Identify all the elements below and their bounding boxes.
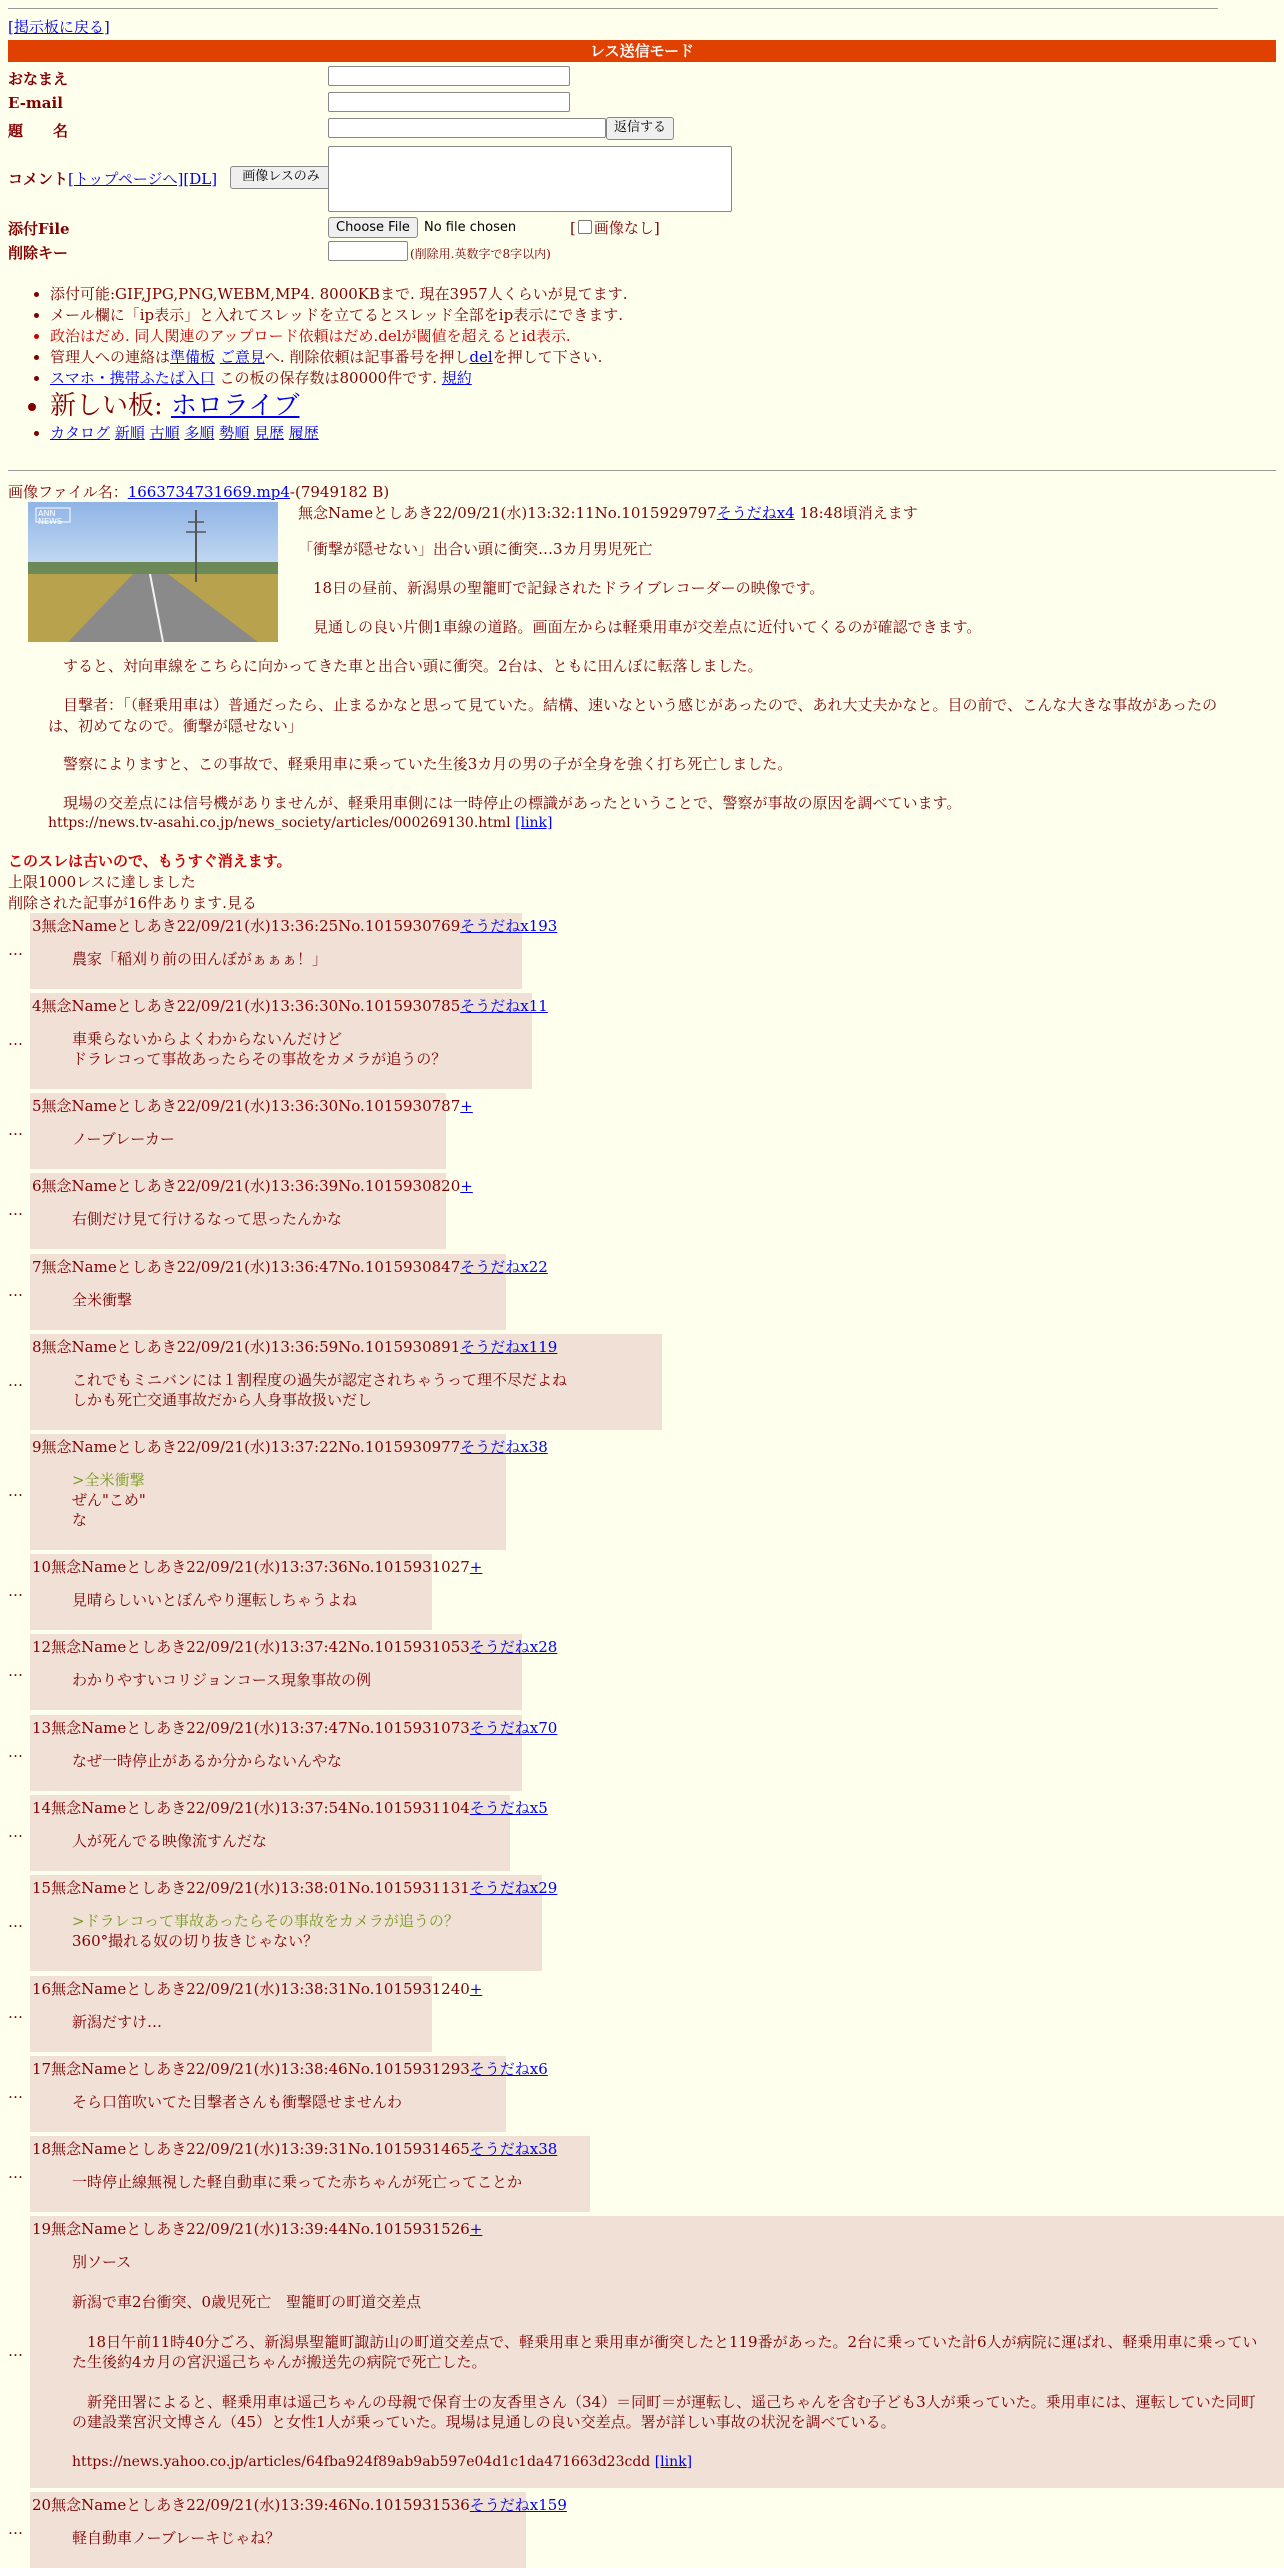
comment-label-group: [8, 168, 217, 189]
note-contact: [50, 347, 1250, 368]
reply-box: [30, 1875, 558, 1971]
top-rule: [8, 8, 1218, 9]
reply-box: [30, 993, 548, 1089]
sodane-link[interactable]: そうだねx159: [469, 2496, 567, 2514]
reply-box: [30, 2216, 1284, 2488]
reply-indent-marker: …: [8, 941, 23, 959]
reply-header: [32, 1636, 557, 1657]
prep-board-link[interactable]: 準備板: [170, 348, 216, 366]
reply-header: [32, 1175, 473, 1196]
reply-body: [72, 1831, 492, 1851]
reply-header-text: 13無念Nameとしあき22/09/21(水)13:37:47No.1015931073: [32, 1719, 470, 1737]
reply-header-text: 14無念Nameとしあき22/09/21(水)13:37:54No.1015931104: [32, 1799, 470, 1817]
reply-url-line: [72, 2452, 1266, 2472]
reply-header-text: 15無念Nameとしあき22/09/21(水)13:38:01No.1015931131: [32, 1879, 470, 1897]
reply-body: [72, 1129, 428, 1149]
op-expire-text: 18:48頃消えます: [794, 504, 918, 522]
reply-header: [32, 1797, 548, 1818]
reply-header: [32, 1436, 548, 1457]
reply-box: [30, 2492, 567, 2568]
op-line: 見通しの良い片側1車線の道路。画面左からは軽乗用車が交差点に近付いてくるのが確認できます。: [298, 618, 982, 636]
reply-body: [72, 1670, 504, 1690]
reply-line: 新潟だすけ…: [72, 2013, 163, 2031]
reply-line: 右側だけ見て行けるなって思ったんかな: [72, 1210, 343, 1228]
sodane-link[interactable]: そうだねx22: [460, 1258, 548, 1276]
op-file-link[interactable]: 1663734731669.mp4: [127, 483, 290, 501]
comment-textarea[interactable]: [328, 146, 732, 212]
note-nav-links: [50, 423, 1250, 444]
reply-box: [30, 1976, 483, 2052]
reply-header-text: 7無念Nameとしあき22/09/21(水)13:36:47No.1015930847: [32, 1258, 461, 1276]
reply-url-text: https://news.yahoo.co.jp/articles/64fba924f89ab9ab597e04d1c1da471663d23cdd: [72, 2454, 651, 2470]
sodane-link[interactable]: そうだねx119: [460, 1338, 558, 1356]
reply-header-text: 10無念Nameとしあき22/09/21(水)13:37:36No.1015931027: [32, 1558, 470, 1576]
reply-line: [72, 2272, 1266, 2292]
reply-header: [32, 1556, 482, 1577]
name-input[interactable]: [328, 66, 570, 86]
reply-indent-marker: …: [8, 2164, 23, 2182]
back-to-board-link[interactable]: [掲示板に戻る]: [8, 18, 110, 36]
reply-header-text: 17無念Nameとしあき22/09/21(水)13:38:46No.1015931293: [32, 2060, 470, 2078]
reply-indent-marker: …: [8, 1482, 23, 1500]
reply-body: [72, 2528, 508, 2548]
op-sodane-link[interactable]: そうだねx4: [716, 504, 795, 522]
reply-indent-marker: …: [8, 2004, 23, 2022]
reply-quote: >ドラレコって事故あったらその事故をカメラが追うの？: [72, 1912, 459, 1930]
op-line: 現場の交差点には信号機がありませんが、軽乗用車側には一時停止の標識があったということで、警察が事故の原因を調べています。: [48, 794, 962, 812]
reply-indent-marker: …: [8, 1823, 23, 1841]
reply-header: [32, 995, 548, 1016]
reply-box: [30, 2136, 590, 2212]
feedback-link[interactable]: ご意見: [219, 348, 265, 366]
reply-indent-marker: …: [8, 1913, 23, 1931]
delete-key-hint: (削除用.英数字で8字以内): [410, 247, 551, 261]
reply-indent-marker: …: [8, 1743, 23, 1761]
sodane-link[interactable]: +: [469, 1558, 483, 1576]
no-file-text: No file chosen: [424, 220, 517, 235]
reply-body: [72, 2252, 1266, 2472]
reply-line: [72, 2312, 1266, 2332]
reply-body: [72, 2092, 488, 2112]
reply-line: そら口笛吹いてた目撃者さんも衝撃隠せませんわ: [72, 2093, 403, 2111]
reply-indent-marker: …: [8, 1201, 23, 1219]
note-contact-text-3: を押して下さい.: [492, 348, 603, 366]
reply-indent-marker: …: [8, 2520, 23, 2538]
reply-line: ドラレコって事故あったらその事故をカメラが追うの？: [72, 1050, 447, 1068]
sort-momentum-link[interactable]: 勢順: [219, 424, 250, 442]
reply-line: な: [72, 1511, 88, 1529]
op-file-size: -(7949182 B): [289, 483, 390, 501]
op-file-line: [8, 481, 389, 502]
sodane-link[interactable]: そうだねx5: [469, 1799, 548, 1817]
submit-button[interactable]: 返信する: [606, 117, 674, 140]
reply-body: [72, 1370, 644, 1410]
reply-line: [72, 2372, 1266, 2392]
reply-line: ぜん"こめ": [72, 1491, 146, 1509]
reply-line: 人が死んでる映像流すんだな: [72, 1832, 268, 1850]
reply-body: [72, 1751, 504, 1771]
sodane-link[interactable]: そうだねx6: [469, 2060, 548, 2078]
reply-line: 新発田署によると、軽乗用車は遥己ちゃんの母親で保育士の友香里さん（34）＝同町＝が運転し、遥己ちゃんを含む子ども3人が乗っていた。乗用車には、運転していた同町の建設業宮沢文博さん（45）と女性1人が乗っていた。現場は見通しの良い交差点。署が詳しい事故の状況を調べている。: [72, 2393, 1256, 2431]
reply-indent-marker: …: [8, 1372, 23, 1390]
reply-body: [72, 2012, 414, 2032]
reply-indent-marker: …: [8, 2084, 23, 2102]
op-line: 警察によりますと、この事故で、軽乗用車に乗っていた生後3カ月の男の子が全身を強く打ち死亡しました。: [48, 755, 793, 773]
note-contact-text-2: へ. 削除依頼は記事番号を押し: [264, 348, 470, 366]
reply-body: [72, 1911, 524, 1951]
file-prefix: 画像ファイル名：: [8, 483, 128, 501]
reply-header-text: 16無念Nameとしあき22/09/21(水)13:38:31No.1015931240: [32, 1980, 470, 1998]
post-history-link[interactable]: 履歴: [288, 424, 319, 442]
reply-header: [32, 2058, 548, 2079]
reply-indent-marker: …: [8, 2342, 23, 2360]
reply-quote: >全米衝撃: [72, 1471, 145, 1489]
reply-body: [72, 1029, 514, 1069]
op-line: 「衝撃が隠せない」出合い頭に衝突…3カ月男児死亡: [298, 540, 653, 558]
reply-box: [30, 1254, 548, 1330]
reply-box: [30, 1173, 473, 1249]
no-image-group: [570, 217, 660, 238]
sodane-link[interactable]: そうだねx28: [469, 1638, 558, 1656]
reply-line: 軽自動車ノーブレーキじゃね？: [72, 2529, 281, 2547]
reply-header-text: 19無念Nameとしあき22/09/21(水)13:39:44No.1015931526: [32, 2220, 470, 2238]
reply-header: [32, 2138, 557, 2159]
reply-header-text: 9無念Nameとしあき22/09/21(水)13:37:22No.1015930977: [32, 1438, 461, 1456]
reply-body: [72, 949, 504, 969]
op-line: すると、対向車線をこちらに向かってきた車と出合い頭に衝突。2台は、ともに田んぼに転落しました。: [48, 657, 763, 675]
reply-line: 別ソース: [72, 2253, 132, 2271]
reply-body: [72, 1209, 428, 1229]
reply-header: [32, 1717, 557, 1738]
image-only-button[interactable]: 画像レスのみ: [230, 166, 332, 189]
thread-rule: [8, 470, 1276, 471]
sodane-link[interactable]: そうだねx70: [469, 1719, 558, 1737]
sodane-link[interactable]: +: [469, 1980, 483, 1998]
reply-line: 車乗らないからよくわからないんだけど: [72, 1030, 343, 1048]
no-image-label: 画像なし]: [593, 219, 660, 237]
reply-header-text: 20無念Nameとしあき22/09/21(水)13:39:46No.1015931536: [32, 2496, 470, 2514]
reply-header-text: 4無念Nameとしあき22/09/21(水)13:36:30No.1015930785: [32, 997, 461, 1015]
reply-header: [32, 1336, 557, 1357]
comment-label: コメント: [8, 170, 69, 188]
board-notes: [50, 284, 1250, 444]
note-file-types-text: 添付可能:GIF,JPG,PNG,WEBM,MP4. 8000KBまで. 現在3957人くらいが見てます.: [50, 285, 628, 303]
reply-body: [72, 1290, 488, 1310]
reply-box: [30, 1554, 483, 1630]
reply-header: [32, 1877, 557, 1898]
reply-indent-marker: …: [8, 1121, 23, 1139]
reply-line: わかりやすいコリジョンコース現象事故の例: [72, 1671, 371, 1689]
reply-box: [30, 1634, 558, 1710]
hololive-board-link[interactable]: ホロライブ: [171, 391, 300, 421]
reply-box: [30, 1715, 558, 1791]
sort-many-link[interactable]: 多順: [184, 424, 215, 442]
op-url-link[interactable]: [link]: [515, 815, 553, 831]
reply-url-link[interactable]: [link]: [654, 2454, 693, 2470]
top-page-link[interactable]: [トップページへ]: [68, 170, 184, 188]
reply-box: [30, 1795, 548, 1871]
note-rules: [50, 326, 1250, 347]
reply-line: ノーブレーカー: [72, 1130, 175, 1148]
op-video-thumbnail[interactable]: [28, 502, 278, 642]
reply-limit-notice: 上限1000レスに達しました: [8, 873, 196, 891]
reply-box: [30, 1093, 473, 1169]
reply-header: [32, 1256, 548, 1277]
reply-header-text: 6無念Nameとしあき22/09/21(水)13:36:39No.1015930820: [32, 1177, 461, 1195]
sodane-link[interactable]: そうだねx38: [469, 2140, 558, 2158]
reply-header: [32, 1978, 482, 1999]
reply-line: [72, 2432, 1266, 2452]
del-link[interactable]: del: [469, 348, 493, 366]
delete-key-input[interactable]: [328, 241, 408, 261]
reply-line: しかも死亡交通事故だから人身事故扱いだし: [72, 1391, 373, 1409]
note-mobile: [50, 368, 1250, 389]
note-contact-text: 管理人への連絡は: [50, 348, 171, 366]
sodane-link[interactable]: +: [460, 1177, 473, 1195]
op-url-text: https://news.tv-asahi.co.jp/news_society/articles/000269130.html: [48, 815, 511, 831]
note-storage-text: この板の保存数は80000件です.: [219, 369, 437, 387]
subject-input[interactable]: [328, 118, 606, 138]
no-image-checkbox[interactable]: [578, 220, 592, 234]
reply-indent-marker: …: [8, 1662, 23, 1680]
op-header-text: 無念Nameとしあき22/09/21(水)13:32:11No.1015929797: [298, 504, 717, 522]
reply-box: [30, 913, 558, 989]
reply-line: 農家「稲刈り前の田んぼがぁぁぁ！」: [72, 950, 328, 968]
op-url-line: [48, 813, 553, 834]
op-line: 18日の昼前、新潟県の聖籠町で記録されたドライブレコーダーの映像です。: [298, 579, 825, 597]
email-label: E-mail: [8, 94, 63, 112]
sodane-link[interactable]: そうだねx11: [460, 997, 548, 1015]
reply-header-text: 8無念Nameとしあき22/09/21(水)13:36:59No.1015930891: [32, 1338, 461, 1356]
reply-box: [30, 1334, 662, 1430]
reply-line: 18日午前11時40分ごろ、新潟県聖籠町諏訪山の町道交差点で、軽乗用車と乗用車が衝突したと119番があった。2台に乗っていた計6人が病院に運ばれ、軽乗用車に乗っていた生後約4カ月の宮沢遥己ちゃんが搬送先の病院で死亡した。: [72, 2333, 1258, 2371]
reply-line: これでもミニバンには１割程度の過失が認定されちゃうって理不尽だよね: [72, 1371, 568, 1389]
reply-header-text: 12無念Nameとしあき22/09/21(水)13:37:42No.1015931053: [32, 1638, 470, 1656]
op-line: 目撃者：「（軽乗用車は）普通だったら、止まるかなと思って見ていた。結構、速いなという感じがあったので、あれ大丈夫かなと。目の前で、こんな大きな事故があったのは、初めてなので。衝撃が隠せない」: [48, 696, 1218, 735]
reply-header: [32, 2218, 482, 2239]
choose-file-button[interactable]: Choose File: [328, 217, 418, 238]
op-header: [298, 502, 918, 523]
reply-header-text: 5無念Nameとしあき22/09/21(水)13:36:30No.1015930787: [32, 1097, 461, 1115]
reply-mode-bar: レス送信モード: [8, 40, 1276, 62]
reply-indent-marker: …: [8, 1031, 23, 1049]
reply-body: [72, 1470, 488, 1530]
reply-line: 全米衝撃: [72, 1291, 133, 1309]
reply-box: [30, 1434, 548, 1550]
name-label: おなまえ: [8, 70, 69, 88]
file-label: 添付File: [8, 220, 70, 238]
reply-header: [32, 915, 557, 936]
email-input[interactable]: [328, 92, 570, 112]
deleted-posts-notice[interactable]: 削除された記事が16件あります.見る: [8, 894, 257, 912]
reply-line: 新潟で車2台衝突、0歳児死亡 聖籠町の町道交差点: [72, 2293, 422, 2311]
new-board-label: 新しい板:: [50, 391, 163, 421]
ann-news-logo: ANN NEWS: [38, 509, 63, 526]
reply-header: [32, 2494, 567, 2515]
sodane-link[interactable]: そうだねx29: [469, 1879, 558, 1897]
reply-body: [72, 1590, 414, 1610]
reply-header-text: 18無念Nameとしあき22/09/21(水)13:39:31No.1015931465: [32, 2140, 470, 2158]
dl-link[interactable]: [DL]: [183, 170, 218, 188]
catalog-link[interactable]: カタログ: [50, 424, 111, 442]
note-new-board: [50, 389, 1250, 423]
sodane-link[interactable]: +: [460, 1097, 473, 1115]
viewed-history-link[interactable]: 見歴: [253, 424, 284, 442]
reply-header-text: 3無念Nameとしあき22/09/21(水)13:36:25No.1015930769: [32, 917, 461, 935]
old-thread-warning: このスレは古いので、もうすぐ消えます。: [8, 852, 292, 870]
sodane-link[interactable]: そうだねx193: [460, 917, 558, 935]
rules-link[interactable]: 規約: [441, 369, 472, 387]
sodane-link[interactable]: そうだねx38: [460, 1438, 548, 1456]
reply-body: [72, 2172, 572, 2192]
reply-line: 一時停止線無視した軽自動車に乗ってた赤ちゃんが死亡ってことか: [72, 2173, 523, 2191]
sodane-link[interactable]: +: [469, 2220, 483, 2238]
note-file-types: [50, 284, 1250, 305]
note-ip-display-text: メール欄に「ip表示」と入れてスレッドを立てるとスレッド全部をip表示にできます.: [50, 306, 623, 324]
reply-line: なぜ一時停止があるか分からないんやな: [72, 1752, 343, 1770]
reply-line: 見晴らしいいとぼんやり運転しちゃうよね: [72, 1591, 358, 1609]
reply-line: 360°撮れる奴の切り抜きじゃない？: [72, 1932, 319, 1950]
subject-label: 題 名: [8, 122, 69, 140]
reply-indent-marker: …: [8, 1582, 23, 1600]
note-rules-text: 政治はだめ. 同人関連のアップロード依頼はだめ.delが閾値を超えるとid表示.: [50, 327, 571, 345]
reply-box: [30, 2056, 548, 2132]
sort-old-link[interactable]: 古順: [149, 424, 180, 442]
no-image-bracket: [: [570, 219, 576, 237]
note-ip-display: [50, 305, 1250, 326]
sort-new-link[interactable]: 新順: [114, 424, 145, 442]
delete-key-label: 削除キー: [8, 244, 69, 262]
reply-indent-marker: …: [8, 1282, 23, 1300]
mobile-entry-link[interactable]: スマホ・携帯ふたば入口: [50, 369, 215, 387]
reply-header: [32, 1095, 473, 1116]
